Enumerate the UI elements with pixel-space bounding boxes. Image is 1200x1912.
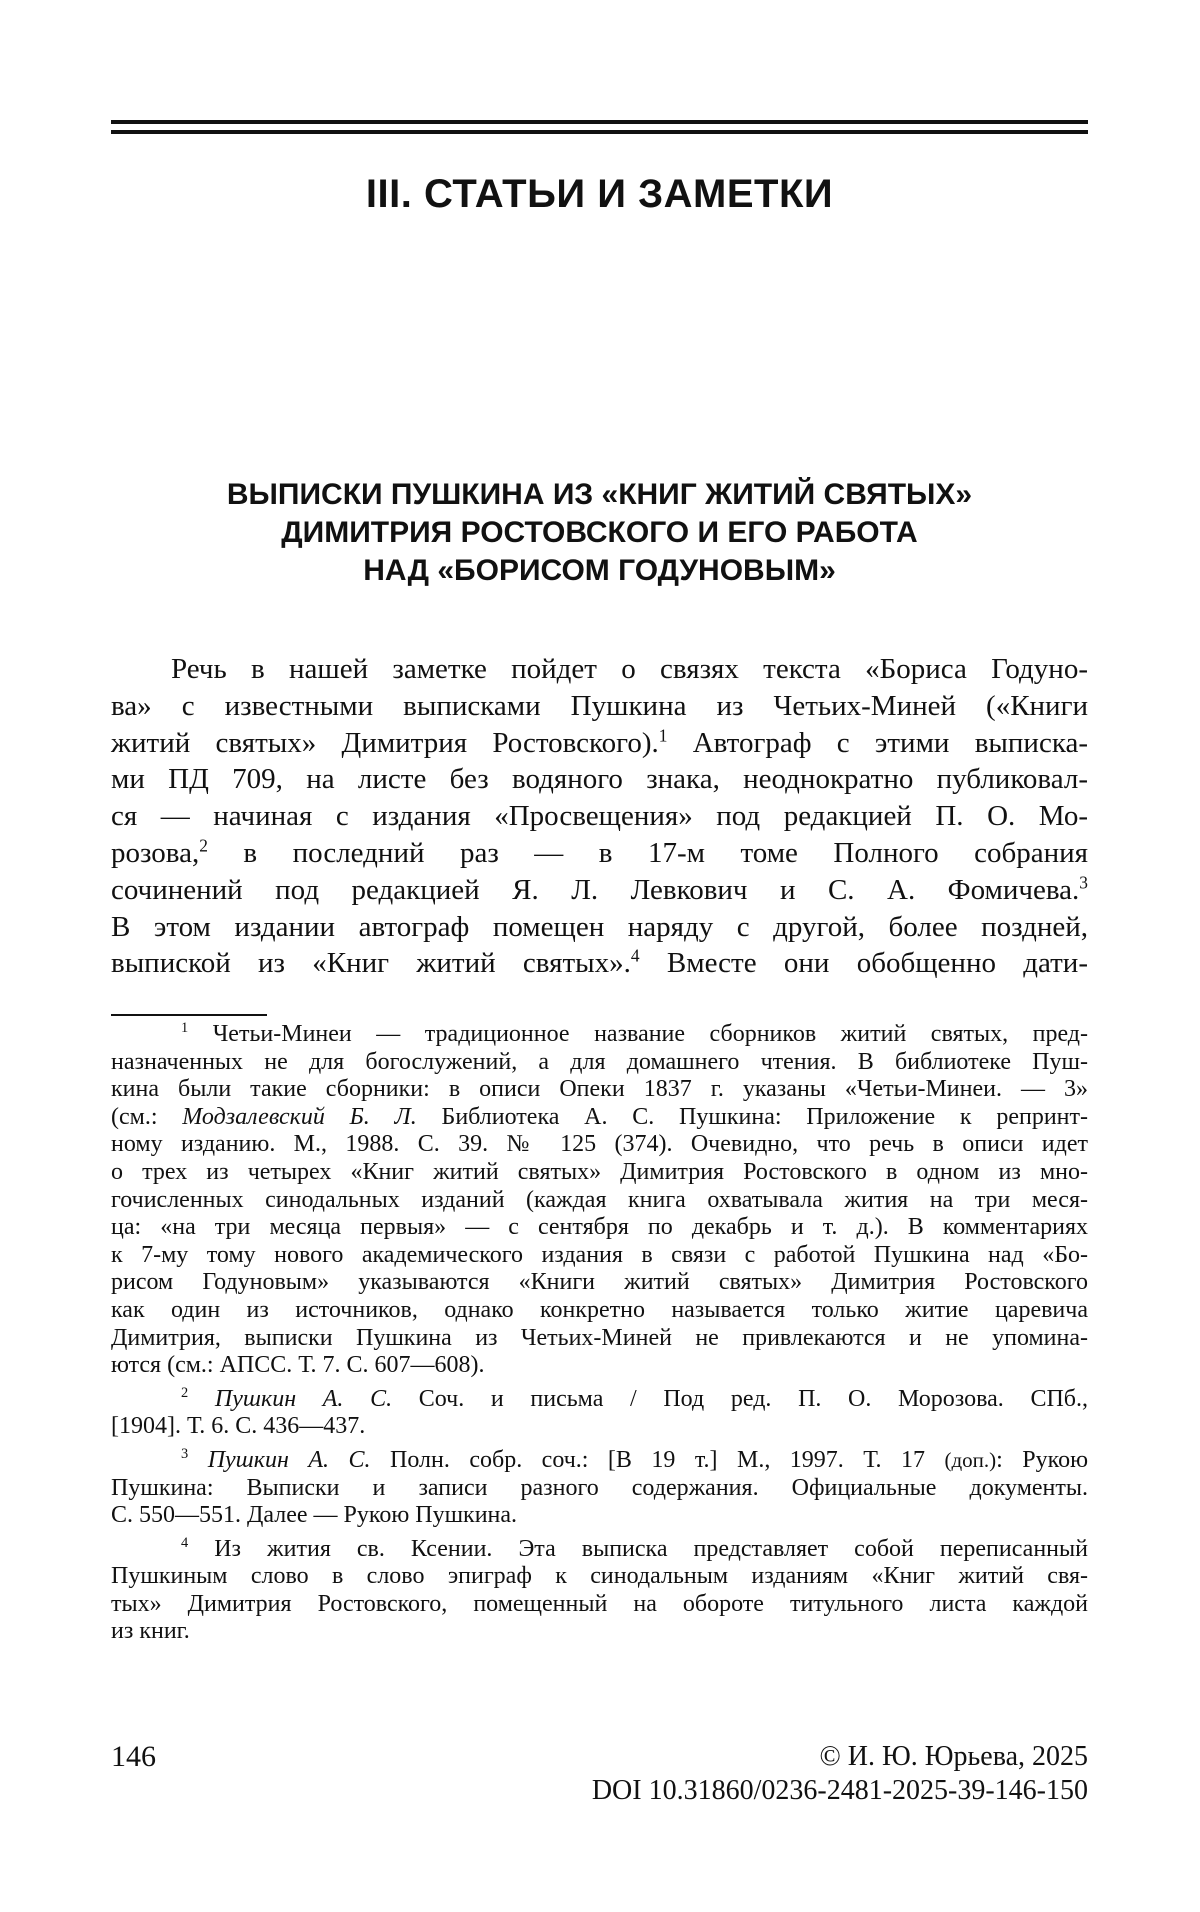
footnote-separator: [111, 1014, 267, 1016]
body-text-span: Автограф с этими выписка-: [667, 726, 1088, 759]
footnote-line: о трех из четырех «Книг житий святых» Димитрия Ростовского в одном из мно-: [111, 1158, 1088, 1185]
footnote-line: гочисленных синодальных изданий (каждая книга охватывала жития на три меся-: [111, 1186, 1088, 1213]
footnote-text: Четьи-Минеи — традиционное название сборников житий святых, пред-: [188, 1021, 1088, 1047]
body-text-span: в последний раз — в 17-м томе Полного собрания: [207, 836, 1088, 869]
footnote-line: кина были такие сборники: в описи Опеки 1837 г. указаны «Четьи-Минеи. — 3»: [111, 1076, 1088, 1103]
footnote-ref[interactable]: 3: [1079, 872, 1088, 893]
footnote-line: [111, 1021, 1088, 1049]
footnote-line: [111, 1104, 1088, 1132]
header-rule-top: [111, 120, 1088, 124]
footnote-line: тых» Димитрия Ростовского, помещенный на обороте титульного листа каждой: [111, 1590, 1088, 1617]
copyright-line: © И. Ю. Юрьева, 2025: [819, 1741, 1088, 1772]
footnote-line: из книг.: [111, 1618, 190, 1645]
footnote-1: [111, 1021, 1088, 1380]
body-line: В этом издании автограф помещен наряду с другой, более поздней,: [111, 910, 1088, 943]
footnote-ref[interactable]: 1: [658, 724, 668, 745]
footnotes: [111, 1021, 1088, 1652]
footnote-line: Пушкиным слово в слово эпиграф к синодальным изданиям «Книг житий свя-: [111, 1563, 1088, 1590]
article-title-line: НАД «БОРИСОМ ГОДУНОВЫМ»: [363, 554, 836, 587]
article-title-line: ВЫПИСКИ ПУШКИНА ИЗ «КНИГ ЖИТИЙ СВЯТЫХ»: [226, 478, 973, 511]
body-line: ся — начиная с издания «Просвещения» под редакцией П. О. Мо-: [111, 800, 1088, 833]
body-line: [111, 872, 1088, 909]
header-rule-bottom: [111, 130, 1088, 134]
body-line: [111, 725, 1088, 762]
footnote-line: ному изданию. М., 1988. С. 39. № 125 (374). Очевидно, что речь в описи идет: [111, 1131, 1088, 1158]
footnote-line: [111, 1536, 1088, 1564]
body-text-span: Вместе они обобщенно дати-: [639, 947, 1088, 980]
footnote-text: Соч. и письма / Под ред. П. О. Морозова. СПб.,: [392, 1385, 1089, 1412]
body-text: [111, 651, 1088, 982]
body-text-span: розова,: [111, 836, 200, 869]
footnote-number: 1: [181, 1020, 189, 1036]
footnote-line: назначенных не для богослужений, а для домашнего чтения. В библиотеке Пуш-: [111, 1048, 1088, 1075]
footnote-number: 4: [181, 1534, 189, 1551]
footnote-author: Пушкин А. С.: [214, 1385, 393, 1412]
footnote-ref[interactable]: 4: [630, 945, 640, 966]
footnote-number: 2: [181, 1384, 189, 1401]
footnote-small-text: (доп.): [944, 1447, 997, 1472]
copyright-block: [592, 1740, 1088, 1808]
footnote-line: С. 550—551. Далее — Рукою Пушкина.: [111, 1502, 518, 1529]
footnote-line: [111, 1447, 1088, 1475]
footnote-text: (см.:: [111, 1103, 183, 1130]
footnote-line: Димитрия, выписки Пушкина из Четьих-Миней не привлекаются и не упомина-: [111, 1324, 1088, 1351]
footnote-line: [1904]. Т. 6. С. 436—437.: [111, 1413, 366, 1440]
footnote-number: 3: [181, 1445, 189, 1462]
footnote-line: [111, 1386, 1088, 1414]
footnote-2: [111, 1386, 1088, 1441]
footnote-line: к 7-му тому нового академического издания в связи с работой Пушкина над «Бо-: [111, 1241, 1088, 1268]
article-title: [111, 476, 1088, 590]
footnote-text: Полн. собр. соч.: [В 19 т.] М., 1997. Т. 17: [370, 1446, 945, 1473]
page-number: 146: [111, 1740, 156, 1773]
footnote-line: ются (см.: АПСС. Т. 7. С. 607—608).: [111, 1352, 485, 1379]
footnote-line: Пушкина: Выписки и записи разного содержания. Официальные документы.: [111, 1474, 1088, 1501]
body-line: Речь в нашей заметке пойдет о связях текста «Бориса Годуно-: [171, 653, 1088, 685]
article-title-line: ДИМИТРИЯ РОСТОВСКОГО И ЕГО РАБОТА: [281, 516, 918, 549]
footnote-line: как один из источников, однако конкретно называется только житие царевича: [111, 1296, 1088, 1323]
section-title: III. СТАТЬИ И ЗАМЕТКИ: [365, 172, 834, 216]
body-text-span: сочинений под редакцией Я. Л. Левкович и С. А. Фомичева.: [111, 873, 1080, 906]
footnote-author: Модзалевский Б. Л.: [182, 1103, 417, 1130]
footnote-line: ца: «на три месяца первыя» — с сентября по декабрь и т. д.). В комментариях: [111, 1214, 1088, 1241]
footnote-line: рисом Годуновым» указываются «Книги житий святых» Димитрия Ростовского: [111, 1269, 1088, 1296]
body-line: ва» с известными выписками Пушкина из Четьих-Миней («Книги: [111, 689, 1088, 722]
footnote-author: Пушкин А. С.: [207, 1446, 371, 1473]
footnote-text: : Рукою: [996, 1446, 1089, 1473]
body-line: [111, 835, 1088, 872]
body-text-span: выпиской из «Книг житий святых».: [111, 947, 631, 980]
body-text-span: житий святых» Димитрия Ростовского).: [111, 726, 659, 759]
body-line: ми ПД 709, на листе без водяного знака, неоднократно публиковал-: [111, 763, 1088, 796]
footnote-text: Библиотека А. С. Пушкина: Приложение к репринт-: [416, 1103, 1088, 1130]
doi-line[interactable]: DOI 10.31860/0236-2481-2025-39-146-150: [591, 1775, 1088, 1806]
footnote-4: [111, 1536, 1088, 1646]
footnote-3: [111, 1447, 1088, 1530]
footnote-text: Из жития св. Ксении. Эта выписка представляет собой переписанный: [188, 1535, 1088, 1562]
footnote-ref[interactable]: 2: [199, 835, 208, 856]
body-line: [111, 945, 1088, 982]
